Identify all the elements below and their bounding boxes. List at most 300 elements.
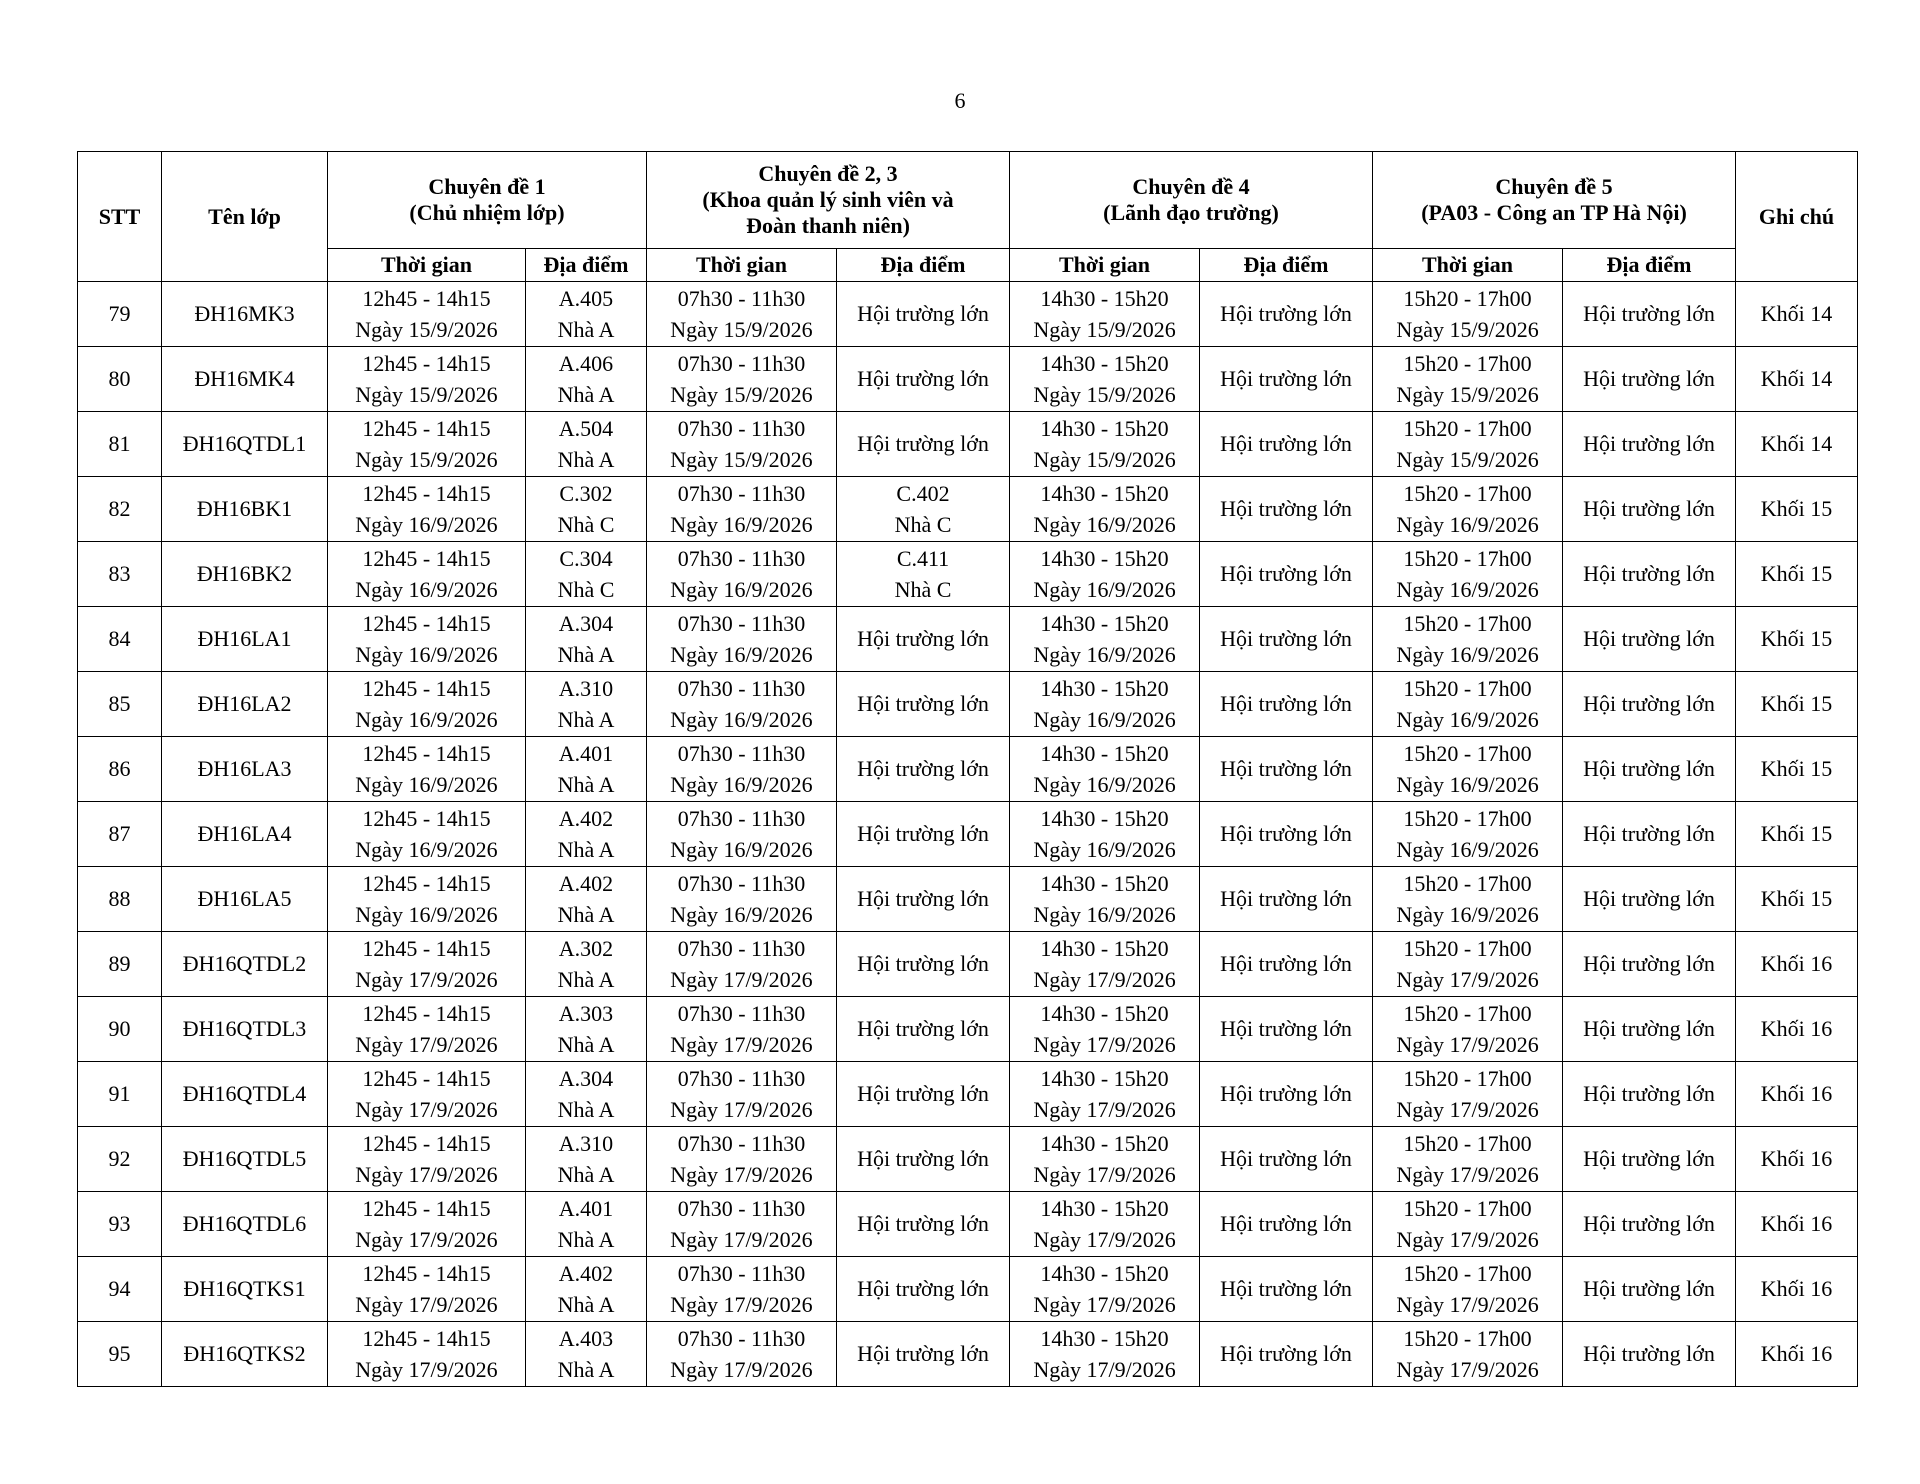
cell-time-4-line-1: 14h30 - 15h20 <box>1040 481 1169 506</box>
cell-place-1 <box>526 1322 647 1387</box>
cell-time-2 <box>647 347 837 412</box>
cell-place-1-line-1: A.310 <box>558 1131 614 1156</box>
cell-place-1 <box>526 867 647 932</box>
cell-time-2 <box>647 1322 837 1387</box>
cell-time-1-line-1: 12h45 - 14h15 <box>362 936 491 961</box>
cell-time-5 <box>1373 1062 1563 1127</box>
cell-time-4-line-1: 14h30 - 15h20 <box>1040 1131 1169 1156</box>
topic-1-title: Chuyên đề 1 <box>428 174 546 199</box>
cell-time-5-line-2: Ngày 17/9/2026 <box>1396 1357 1539 1382</box>
cell-time-1 <box>328 412 526 477</box>
cell-time-2-line-1: 07h30 - 11h30 <box>677 1131 806 1156</box>
cell-time-5 <box>1373 1192 1563 1257</box>
cell-time-2-line-1: 07h30 - 11h30 <box>677 806 806 831</box>
cell-time-5-line-1: 15h20 - 17h00 <box>1403 741 1532 766</box>
cell-time-1 <box>328 1062 526 1127</box>
cell-place-5: Hội trường lớn <box>1563 607 1736 672</box>
cell-time-2-line-1: 07h30 - 11h30 <box>677 1066 806 1091</box>
cell-place-1-line-2: Nhà A <box>557 382 615 407</box>
cell-time-5 <box>1373 282 1563 347</box>
table-row <box>78 347 1858 412</box>
cell-time-4 <box>1010 802 1200 867</box>
cell-time-1-line-2: Ngày 17/9/2026 <box>355 1032 498 1057</box>
cell-time-5-line-2: Ngày 15/9/2026 <box>1396 317 1539 342</box>
cell-place-4: Hội trường lớn <box>1200 412 1373 477</box>
cell-time-1-line-2: Ngày 16/9/2026 <box>355 902 498 927</box>
cell-time-4 <box>1010 347 1200 412</box>
cell-place-2-line-1: C.402 <box>896 481 950 506</box>
cell-place-1-line-1: A.310 <box>558 676 614 701</box>
header-topic-4 <box>1010 152 1373 249</box>
cell-stt: 79 <box>78 282 162 347</box>
cell-class-name: ĐH16QTDL5 <box>162 1127 328 1192</box>
cell-time-1-line-2: Ngày 15/9/2026 <box>355 382 498 407</box>
cell-place-4: Hội trường lớn <box>1200 1322 1373 1387</box>
cell-time-2 <box>647 672 837 737</box>
cell-time-5-line-2: Ngày 17/9/2026 <box>1396 1162 1539 1187</box>
cell-place-5: Hội trường lớn <box>1563 477 1736 542</box>
cell-note: Khối 15 <box>1736 542 1858 607</box>
cell-class-name: ĐH16LA1 <box>162 607 328 672</box>
cell-time-1-line-2: Ngày 17/9/2026 <box>355 1097 498 1122</box>
cell-time-1-line-2: Ngày 17/9/2026 <box>355 967 498 992</box>
cell-time-2-line-2: Ngày 17/9/2026 <box>670 1032 813 1057</box>
cell-class-name: ĐH16LA2 <box>162 672 328 737</box>
table-row <box>78 607 1858 672</box>
cell-place-1-line-2: Nhà A <box>557 447 615 472</box>
cell-time-1-line-1: 12h45 - 14h15 <box>362 806 491 831</box>
cell-time-4 <box>1010 672 1200 737</box>
cell-time-5-line-1: 15h20 - 17h00 <box>1403 416 1532 441</box>
cell-time-1-line-2: Ngày 16/9/2026 <box>355 837 498 862</box>
cell-place-5: Hội trường lớn <box>1563 542 1736 607</box>
cell-note: Khối 16 <box>1736 997 1858 1062</box>
cell-time-1 <box>328 932 526 997</box>
cell-stt: 93 <box>78 1192 162 1257</box>
table-row <box>78 412 1858 477</box>
cell-time-2-line-1: 07h30 - 11h30 <box>677 1326 806 1351</box>
table-row <box>78 477 1858 542</box>
cell-place-5: Hội trường lớn <box>1563 347 1736 412</box>
table-row <box>78 1322 1858 1387</box>
cell-place-1 <box>526 282 647 347</box>
cell-place-5: Hội trường lớn <box>1563 737 1736 802</box>
cell-time-2 <box>647 1127 837 1192</box>
cell-time-1 <box>328 607 526 672</box>
cell-time-5-line-1: 15h20 - 17h00 <box>1403 1066 1532 1091</box>
cell-time-2-line-1: 07h30 - 11h30 <box>677 1196 806 1221</box>
cell-place-4: Hội trường lớn <box>1200 737 1373 802</box>
cell-time-1-line-2: Ngày 17/9/2026 <box>355 1357 498 1382</box>
cell-place-1-line-2: Nhà A <box>557 837 615 862</box>
cell-time-1-line-2: Ngày 17/9/2026 <box>355 1227 498 1252</box>
cell-place-1-line-2: Nhà A <box>557 317 615 342</box>
topic-1-subtitle: (Chủ nhiệm lớp) <box>409 200 565 225</box>
cell-place-1-line-1: A.402 <box>558 806 614 831</box>
cell-time-5 <box>1373 672 1563 737</box>
cell-time-4 <box>1010 477 1200 542</box>
cell-class-name: ĐH16QTDL6 <box>162 1192 328 1257</box>
cell-time-2-line-2: Ngày 17/9/2026 <box>670 967 813 992</box>
cell-place-1-line-1: A.303 <box>558 1001 614 1026</box>
header-time-2: Thời gian <box>647 249 837 282</box>
cell-time-2-line-2: Ngày 15/9/2026 <box>670 317 813 342</box>
cell-stt: 89 <box>78 932 162 997</box>
cell-time-5 <box>1373 867 1563 932</box>
cell-stt: 86 <box>78 737 162 802</box>
cell-place-2-line-1: C.411 <box>896 546 950 571</box>
cell-place-1-line-1: C.302 <box>559 481 613 506</box>
cell-time-4-line-2: Ngày 17/9/2026 <box>1033 1357 1176 1382</box>
cell-place-4: Hội trường lớn <box>1200 1127 1373 1192</box>
cell-time-4-line-1: 14h30 - 15h20 <box>1040 286 1169 311</box>
cell-place-4: Hội trường lớn <box>1200 347 1373 412</box>
cell-note: Khối 14 <box>1736 282 1858 347</box>
cell-time-4-line-2: Ngày 15/9/2026 <box>1033 317 1176 342</box>
cell-place-5: Hội trường lớn <box>1563 1322 1736 1387</box>
cell-note: Khối 15 <box>1736 672 1858 737</box>
cell-place-1-line-2: Nhà A <box>557 1227 615 1252</box>
cell-time-5-line-1: 15h20 - 17h00 <box>1403 1001 1532 1026</box>
cell-time-1-line-1: 12h45 - 14h15 <box>362 676 491 701</box>
cell-time-5-line-1: 15h20 - 17h00 <box>1403 1261 1532 1286</box>
cell-time-5-line-1: 15h20 - 17h00 <box>1403 546 1532 571</box>
cell-note: Khối 15 <box>1736 867 1858 932</box>
cell-place-5: Hội trường lớn <box>1563 282 1736 347</box>
cell-time-2-line-1: 07h30 - 11h30 <box>677 741 806 766</box>
cell-time-5 <box>1373 737 1563 802</box>
cell-class-name: ĐH16BK2 <box>162 542 328 607</box>
cell-note: Khối 15 <box>1736 607 1858 672</box>
cell-place-1-line-1: A.403 <box>558 1326 614 1351</box>
cell-time-4-line-1: 14h30 - 15h20 <box>1040 806 1169 831</box>
cell-place-1 <box>526 477 647 542</box>
header-place-2: Địa điểm <box>837 249 1010 282</box>
cell-time-5-line-1: 15h20 - 17h00 <box>1403 286 1532 311</box>
cell-place-1 <box>526 737 647 802</box>
cell-place-1-line-2: Nhà C <box>557 512 615 537</box>
cell-time-4 <box>1010 1127 1200 1192</box>
cell-time-4-line-1: 14h30 - 15h20 <box>1040 936 1169 961</box>
cell-time-2-line-2: Ngày 16/9/2026 <box>670 642 813 667</box>
cell-time-5-line-2: Ngày 16/9/2026 <box>1396 837 1539 862</box>
cell-place-4: Hội trường lớn <box>1200 1257 1373 1322</box>
cell-stt: 83 <box>78 542 162 607</box>
cell-time-5 <box>1373 477 1563 542</box>
cell-place-2: Hội trường lớn <box>837 1062 1010 1127</box>
cell-time-1-line-1: 12h45 - 14h15 <box>362 611 491 636</box>
cell-class-name: ĐH16QTDL2 <box>162 932 328 997</box>
cell-time-5-line-1: 15h20 - 17h00 <box>1403 1326 1532 1351</box>
cell-place-2-line-2: Nhà C <box>894 512 952 537</box>
cell-time-4-line-2: Ngày 16/9/2026 <box>1033 707 1176 732</box>
header-stt: STT <box>78 152 162 282</box>
cell-place-2: Hội trường lớn <box>837 802 1010 867</box>
cell-time-4-line-2: Ngày 17/9/2026 <box>1033 967 1176 992</box>
cell-time-1-line-2: Ngày 16/9/2026 <box>355 512 498 537</box>
cell-time-2-line-2: Ngày 15/9/2026 <box>670 382 813 407</box>
header-place-1: Địa điểm <box>526 249 647 282</box>
cell-place-1 <box>526 347 647 412</box>
cell-place-1-line-1: A.401 <box>558 741 614 766</box>
cell-time-2 <box>647 412 837 477</box>
cell-place-5: Hội trường lớn <box>1563 672 1736 737</box>
cell-place-1 <box>526 542 647 607</box>
cell-time-4-line-1: 14h30 - 15h20 <box>1040 611 1169 636</box>
table-row <box>78 542 1858 607</box>
topic-5-title: Chuyên đề 5 <box>1495 174 1613 199</box>
cell-time-2-line-2: Ngày 16/9/2026 <box>670 772 813 797</box>
header-topic-5 <box>1373 152 1736 249</box>
cell-time-4-line-1: 14h30 - 15h20 <box>1040 741 1169 766</box>
cell-time-1 <box>328 1127 526 1192</box>
cell-time-4 <box>1010 737 1200 802</box>
cell-place-1-line-2: Nhà A <box>557 1097 615 1122</box>
cell-place-4: Hội trường lớn <box>1200 997 1373 1062</box>
cell-time-2-line-1: 07h30 - 11h30 <box>677 871 806 896</box>
cell-place-2: Hội trường lớn <box>837 1192 1010 1257</box>
cell-place-5: Hội trường lớn <box>1563 412 1736 477</box>
cell-place-2: Hội trường lớn <box>837 997 1010 1062</box>
cell-time-4 <box>1010 997 1200 1062</box>
cell-place-2: Hội trường lớn <box>837 282 1010 347</box>
cell-time-2-line-1: 07h30 - 11h30 <box>677 351 806 376</box>
cell-time-2-line-1: 07h30 - 11h30 <box>677 936 806 961</box>
cell-place-4: Hội trường lớn <box>1200 607 1373 672</box>
cell-time-2 <box>647 477 837 542</box>
cell-time-5 <box>1373 802 1563 867</box>
cell-time-2-line-1: 07h30 - 11h30 <box>677 1001 806 1026</box>
cell-time-2-line-2: Ngày 15/9/2026 <box>670 447 813 472</box>
cell-place-2: Hội trường lớn <box>837 672 1010 737</box>
cell-place-5: Hội trường lớn <box>1563 1062 1736 1127</box>
cell-time-4-line-1: 14h30 - 15h20 <box>1040 1066 1169 1091</box>
cell-time-4 <box>1010 1257 1200 1322</box>
table-row <box>78 1127 1858 1192</box>
cell-time-2 <box>647 997 837 1062</box>
cell-time-4 <box>1010 542 1200 607</box>
cell-time-1 <box>328 802 526 867</box>
cell-time-1 <box>328 997 526 1062</box>
cell-time-5-line-2: Ngày 17/9/2026 <box>1396 1292 1539 1317</box>
cell-time-5-line-2: Ngày 16/9/2026 <box>1396 707 1539 732</box>
header-row-subcolumns <box>78 249 1858 282</box>
header-time-1: Thời gian <box>328 249 526 282</box>
table-row <box>78 997 1858 1062</box>
cell-class-name: ĐH16QTDL4 <box>162 1062 328 1127</box>
cell-time-4-line-2: Ngày 17/9/2026 <box>1033 1292 1176 1317</box>
cell-time-1-line-1: 12h45 - 14h15 <box>362 351 491 376</box>
cell-stt: 87 <box>78 802 162 867</box>
header-time-5: Thời gian <box>1373 249 1563 282</box>
cell-time-5-line-2: Ngày 16/9/2026 <box>1396 512 1539 537</box>
cell-time-2-line-2: Ngày 17/9/2026 <box>670 1292 813 1317</box>
cell-time-1-line-2: Ngày 15/9/2026 <box>355 317 498 342</box>
cell-place-1-line-1: A.402 <box>558 1261 614 1286</box>
cell-place-2 <box>837 477 1010 542</box>
cell-time-2-line-2: Ngày 16/9/2026 <box>670 707 813 732</box>
cell-time-4 <box>1010 1322 1200 1387</box>
topic-2-3-title: Chuyên đề 2, 3 <box>758 161 898 186</box>
cell-time-5-line-2: Ngày 17/9/2026 <box>1396 967 1539 992</box>
cell-time-2 <box>647 607 837 672</box>
cell-time-5 <box>1373 997 1563 1062</box>
header-class-name: Tên lớp <box>162 152 328 282</box>
cell-stt: 82 <box>78 477 162 542</box>
cell-time-1-line-2: Ngày 17/9/2026 <box>355 1292 498 1317</box>
cell-note: Khối 16 <box>1736 1192 1858 1257</box>
cell-time-4 <box>1010 282 1200 347</box>
cell-time-2-line-2: Ngày 16/9/2026 <box>670 577 813 602</box>
cell-time-2-line-1: 07h30 - 11h30 <box>677 546 806 571</box>
cell-time-2-line-1: 07h30 - 11h30 <box>677 481 806 506</box>
cell-place-4: Hội trường lớn <box>1200 542 1373 607</box>
cell-time-1 <box>328 347 526 412</box>
cell-time-1-line-1: 12h45 - 14h15 <box>362 416 491 441</box>
schedule-table <box>77 151 1858 1387</box>
cell-time-1 <box>328 737 526 802</box>
cell-place-2: Hội trường lớn <box>837 347 1010 412</box>
table-row <box>78 1257 1858 1322</box>
cell-note: Khối 16 <box>1736 1322 1858 1387</box>
cell-place-1-line-2: Nhà A <box>557 642 615 667</box>
cell-time-2 <box>647 932 837 997</box>
cell-place-2: Hội trường lớn <box>837 1127 1010 1192</box>
cell-time-4-line-1: 14h30 - 15h20 <box>1040 546 1169 571</box>
cell-time-4-line-1: 14h30 - 15h20 <box>1040 1261 1169 1286</box>
cell-time-4-line-1: 14h30 - 15h20 <box>1040 416 1169 441</box>
cell-place-1-line-1: C.304 <box>559 546 613 571</box>
cell-place-2 <box>837 542 1010 607</box>
cell-place-2: Hội trường lớn <box>837 607 1010 672</box>
cell-time-4 <box>1010 607 1200 672</box>
cell-stt: 80 <box>78 347 162 412</box>
cell-time-4-line-2: Ngày 16/9/2026 <box>1033 577 1176 602</box>
cell-time-2 <box>647 282 837 347</box>
cell-time-2-line-2: Ngày 17/9/2026 <box>670 1227 813 1252</box>
cell-time-1-line-1: 12h45 - 14h15 <box>362 1196 491 1221</box>
cell-time-4-line-2: Ngày 16/9/2026 <box>1033 772 1176 797</box>
cell-stt: 95 <box>78 1322 162 1387</box>
cell-note: Khối 16 <box>1736 1062 1858 1127</box>
cell-time-1 <box>328 542 526 607</box>
cell-place-1-line-1: A.504 <box>558 416 614 441</box>
header-topic-1 <box>328 152 647 249</box>
cell-place-1 <box>526 1127 647 1192</box>
cell-place-1 <box>526 1257 647 1322</box>
header-time-4: Thời gian <box>1010 249 1200 282</box>
cell-time-2-line-2: Ngày 17/9/2026 <box>670 1097 813 1122</box>
table-row <box>78 1192 1858 1257</box>
cell-time-1-line-2: Ngày 16/9/2026 <box>355 577 498 602</box>
cell-time-2 <box>647 867 837 932</box>
cell-time-5 <box>1373 347 1563 412</box>
cell-place-5: Hội trường lớn <box>1563 802 1736 867</box>
cell-time-1-line-2: Ngày 16/9/2026 <box>355 707 498 732</box>
cell-time-1-line-1: 12h45 - 14h15 <box>362 546 491 571</box>
topic-4-subtitle: (Lãnh đạo trường) <box>1103 200 1279 225</box>
cell-place-5: Hội trường lớn <box>1563 932 1736 997</box>
cell-time-4-line-2: Ngày 17/9/2026 <box>1033 1032 1176 1057</box>
cell-time-2 <box>647 802 837 867</box>
cell-note: Khối 14 <box>1736 412 1858 477</box>
cell-class-name: ĐH16LA3 <box>162 737 328 802</box>
cell-time-5 <box>1373 607 1563 672</box>
cell-time-1 <box>328 867 526 932</box>
cell-time-1-line-1: 12h45 - 14h15 <box>362 1001 491 1026</box>
cell-place-4: Hội trường lớn <box>1200 282 1373 347</box>
cell-time-4-line-2: Ngày 15/9/2026 <box>1033 382 1176 407</box>
cell-time-4-line-1: 14h30 - 15h20 <box>1040 1196 1169 1221</box>
cell-note: Khối 15 <box>1736 737 1858 802</box>
cell-class-name: ĐH16MK4 <box>162 347 328 412</box>
cell-note: Khối 14 <box>1736 347 1858 412</box>
cell-stt: 85 <box>78 672 162 737</box>
cell-time-1-line-1: 12h45 - 14h15 <box>362 871 491 896</box>
cell-time-5 <box>1373 1127 1563 1192</box>
cell-place-5: Hội trường lớn <box>1563 997 1736 1062</box>
table-row <box>78 802 1858 867</box>
header-place-4: Địa điểm <box>1200 249 1373 282</box>
cell-time-5 <box>1373 542 1563 607</box>
cell-time-1-line-1: 12h45 - 14h15 <box>362 1131 491 1156</box>
cell-time-5-line-1: 15h20 - 17h00 <box>1403 936 1532 961</box>
cell-time-4-line-1: 14h30 - 15h20 <box>1040 351 1169 376</box>
page-number: 6 <box>954 88 966 113</box>
table-row <box>78 1062 1858 1127</box>
cell-stt: 91 <box>78 1062 162 1127</box>
cell-place-5: Hội trường lớn <box>1563 867 1736 932</box>
cell-place-1-line-2: Nhà A <box>557 902 615 927</box>
cell-time-5 <box>1373 412 1563 477</box>
cell-time-1 <box>328 1322 526 1387</box>
cell-time-5-line-2: Ngày 16/9/2026 <box>1396 902 1539 927</box>
cell-time-5 <box>1373 1322 1563 1387</box>
cell-time-5-line-2: Ngày 17/9/2026 <box>1396 1097 1539 1122</box>
cell-stt: 84 <box>78 607 162 672</box>
cell-time-2 <box>647 542 837 607</box>
cell-class-name: ĐH16QTDL1 <box>162 412 328 477</box>
cell-note: Khối 16 <box>1736 932 1858 997</box>
cell-time-2 <box>647 1257 837 1322</box>
cell-stt: 90 <box>78 997 162 1062</box>
cell-time-1-line-1: 12h45 - 14h15 <box>362 286 491 311</box>
cell-class-name: ĐH16LA4 <box>162 802 328 867</box>
cell-time-4 <box>1010 412 1200 477</box>
cell-place-4: Hội trường lớn <box>1200 932 1373 997</box>
cell-time-5-line-1: 15h20 - 17h00 <box>1403 871 1532 896</box>
cell-class-name: ĐH16QTKS2 <box>162 1322 328 1387</box>
cell-time-2-line-2: Ngày 17/9/2026 <box>670 1162 813 1187</box>
cell-time-5 <box>1373 932 1563 997</box>
cell-place-1 <box>526 412 647 477</box>
cell-time-2-line-1: 07h30 - 11h30 <box>677 1261 806 1286</box>
cell-time-4-line-1: 14h30 - 15h20 <box>1040 1001 1169 1026</box>
cell-place-5: Hội trường lớn <box>1563 1127 1736 1192</box>
cell-time-1-line-1: 12h45 - 14h15 <box>362 1261 491 1286</box>
header-note: Ghi chú <box>1736 152 1858 282</box>
cell-note: Khối 15 <box>1736 477 1858 542</box>
cell-time-5-line-2: Ngày 16/9/2026 <box>1396 772 1539 797</box>
cell-place-1-line-2: Nhà A <box>557 772 615 797</box>
cell-time-4-line-2: Ngày 16/9/2026 <box>1033 512 1176 537</box>
cell-time-5-line-1: 15h20 - 17h00 <box>1403 1131 1532 1156</box>
cell-time-4-line-2: Ngày 16/9/2026 <box>1033 837 1176 862</box>
cell-time-1-line-1: 12h45 - 14h15 <box>362 1326 491 1351</box>
cell-time-5-line-1: 15h20 - 17h00 <box>1403 1196 1532 1221</box>
cell-place-1 <box>526 1062 647 1127</box>
cell-time-5-line-2: Ngày 17/9/2026 <box>1396 1227 1539 1252</box>
